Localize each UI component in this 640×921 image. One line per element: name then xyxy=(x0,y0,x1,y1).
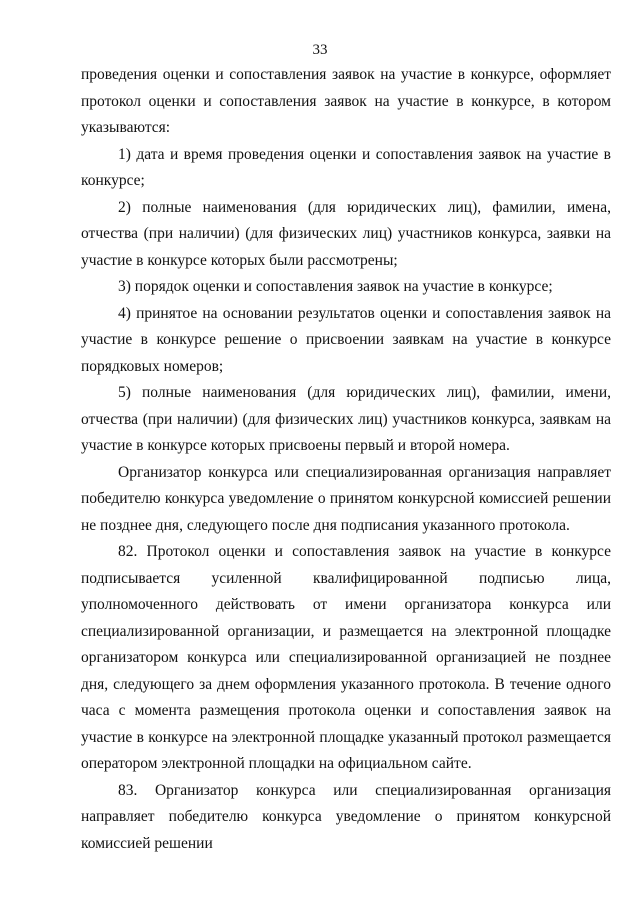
paragraph-continuation: проведения оценки и сопоставления заявок на участие в конкурсе, оформляет протокол оценки и сопоставления заявок на участие в конкурсе, в котором указываются: xyxy=(81,66,611,136)
paragraph-notification: Организатор конкурса или специализированная организация направляет победителю конкурса уведомление о принятом конкурсной комиссией решении не позднее дня, следующего после дня подписания указанного протокола. xyxy=(81,463,611,534)
clause-83: 83. Организатор конкурса или специализированная организация направляет победителю конкурса уведомление о принятом конкурсной комиссией решении xyxy=(81,781,611,852)
clause-82: 82. Протокол оценки и сопоставления заявок на участие в конкурсе подписывается усиленной квалифицированной подписью лица, уполномоченного действовать от имени организатора конкурса или специализированной организации, и размещается на электронной площадке организатором конкурса или специализированной организацией не позднее дня, следующего за днем оформления указанного протокола. В течение одного часа с момента размещения протокола оценки и сопоставления заявок на участие в конкурсе на электронной площадке указанный протокол размещается оператором электронной площадки на официальном сайте. xyxy=(81,543,611,772)
list-item-1: 1) дата и время проведения оценки и сопоставления заявок на участие в конкурсе; xyxy=(81,145,611,189)
list-item-4: 4) принятое на основании результатов оценки и сопоставления заявок на участие в конкурсе решение о присвоении заявкам на участие в конкурсе порядковых номеров; xyxy=(81,304,611,375)
list-item-3: 3) порядок оценки и сопоставления заявок на участие в конкурсе; xyxy=(118,278,553,295)
list-item-5: 5) полные наименования (для юридических лиц), фамилии, имени, отчества (при наличии) (для физических лиц) участников конкурса, заявкам на участие в конкурсе которых присвоены первый и второй номера. xyxy=(81,384,611,454)
list-item-2: 2) полные наименования (для юридических лиц), фамилии, имена, отчества (при наличии) (для физических лиц) участников конкурса, заявки на участие в конкурсе которых были рассмотрены; xyxy=(81,198,611,269)
page-number: 33 xyxy=(312,42,328,58)
document-body xyxy=(81,62,611,857)
